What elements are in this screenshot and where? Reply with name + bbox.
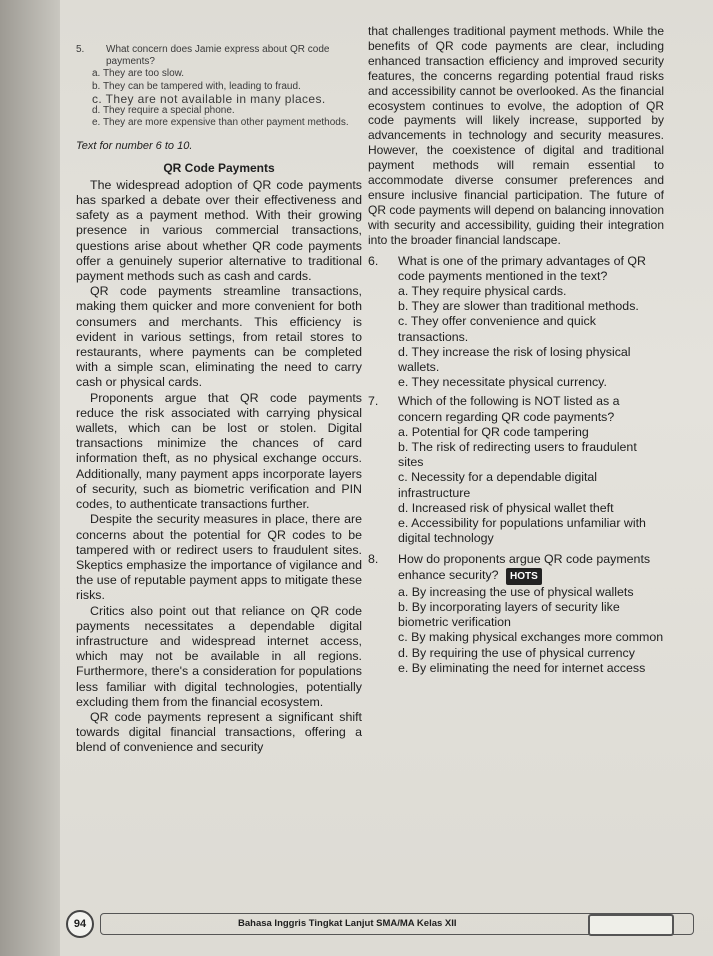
paragraph-6: QR code payments represent a significant shift towards digital financial transactions, offering a blend of convenience and security [76,709,362,755]
page-footer [60,908,696,938]
page-binding-shadow [0,0,60,956]
question-stem: Which of the following is NOT listed as a concern regarding QR code payments? [398,394,620,424]
question-number: 7. [368,394,379,409]
option-e: e. They necessitate physical currency. [398,375,607,390]
option-b: b. They can be tampered with, leading to fraud. [92,80,301,92]
option-c: c. Necessity for a dependable digital infrastructure [398,470,598,500]
option-a: a. Potential for QR code tampering [398,424,589,439]
question-5 [76,44,362,129]
question-6 [368,254,664,391]
option-b: b. The risk of redirecting users to fraudulent sites [398,440,637,470]
question-number: 8. [368,552,379,567]
option-c: c. They are not available in many places. [92,91,326,106]
option-d: d. They increase the risk of losing physical wallets. [398,344,631,375]
paragraph-2: QR code payments streamline transactions, making them quicker and more convenient for both consumers and merchants. This efficiency is evident in various settings, from retail stores to restaurants, where payments can be completed with a simple scan, eliminating the need to carry cash or physical cards. [76,284,362,390]
option-d: d. By requiring the use of physical currency [398,645,635,660]
paragraph-3: Proponents argue that QR code payments reduce the risk associated with carrying physical wallets, which can be lost or stolen. Digital transactions minimize the chances of card information theft, as no physical exchange occurs. Additionally, many payment apps incorporate layers of security, such as biometric verification and PIN codes, to authenticate transactions further. [76,390,362,512]
option-d: d. They require a special phone. [92,105,235,117]
option-b: b. They are slower than traditional methods. [398,299,639,314]
question-number: 6. [368,253,379,268]
paragraph-4: Despite the security measures in place, there are concerns about the potential for QR codes to be tampered with or redirect users to fraudulent sites. Skeptics emphasize the importance of vigilance and the use of reputable payment apps to mitigate these risks. [76,512,362,603]
left-column [76,44,362,756]
page-number: 94 [66,910,94,938]
paragraph-1: The widespread adoption of QR code payments has sparked a debate over their effectiveness and safety as a payment method. With their growing presence in various commercial transactions, questions arise about whether QR code payments offer a genuinely superior alternative to traditional payment methods such as cash and cards. [76,177,362,284]
option-c: c. They offer convenience and quick transactions. [398,314,596,344]
paragraph-5: Critics also point out that reliance on QR code payments necessitates a dependable digital infrastructure and widespread internet access, which may not be available in all regions. Furthermore, there's a consideration for populations less familiar with digital technologies, potentially excluding them from the financial ecosystem. [76,603,362,709]
question-stem: How do proponents argue QR code payments enhance security? [398,552,651,582]
option-d: d. Increased risk of physical wallet theft [398,500,614,515]
right-column [368,24,664,676]
question-number: 5. [76,44,85,55]
option-e: e. By eliminating the need for internet access [398,660,646,675]
question-stem: What is one of the primary advantages of QR code payments mentioned in the text? [398,253,646,283]
question-7 [368,394,664,546]
text-for-label: Text for number 6 to 10. [76,140,193,153]
question-stem: What concern does Jamie express about QR code payments? [106,44,330,68]
option-a: a. By increasing the use of physical wallets [398,584,634,599]
book-title: Bahasa Inggris Tingkat Lanjut SMA/MA Kelas XII [238,918,457,929]
article-continuation: that challenges traditional payment methods. While the benefits of QR code payments are clear, including enhanced transaction efficiency and improved security features, the concerns regarding potential fraud risks and accessibility cannot be overlooked. As the financial ecosystem continues to evolve, the adoption of QR code payments will likely increase, supported by advancements in technology and security measures. However, the coexistence of digital and traditional payment methods will remain essential to accommodate diverse consumer preferences and ensure inclusive financial participation. The future of QR code payments will depend on balancing innovation with security and accessibility, guiding their integration into the broader financial landscape. [368,24,664,247]
question-8 [368,552,664,676]
option-a: a. They are too slow. [92,68,185,80]
option-a: a. They require physical cards. [398,284,567,298]
option-c: c. By making physical exchanges more common [398,630,664,645]
option-b: b. By incorporating layers of security like biometric verification [398,600,620,630]
article-title: QR Code Payments [163,160,275,175]
hots-badge: HOTS [506,568,542,585]
option-e: e. Accessibility for populations unfamiliar with digital technology [398,516,646,546]
option-e: e. They are more expensive than other payment methods. [92,117,349,129]
footer-box [588,914,674,936]
